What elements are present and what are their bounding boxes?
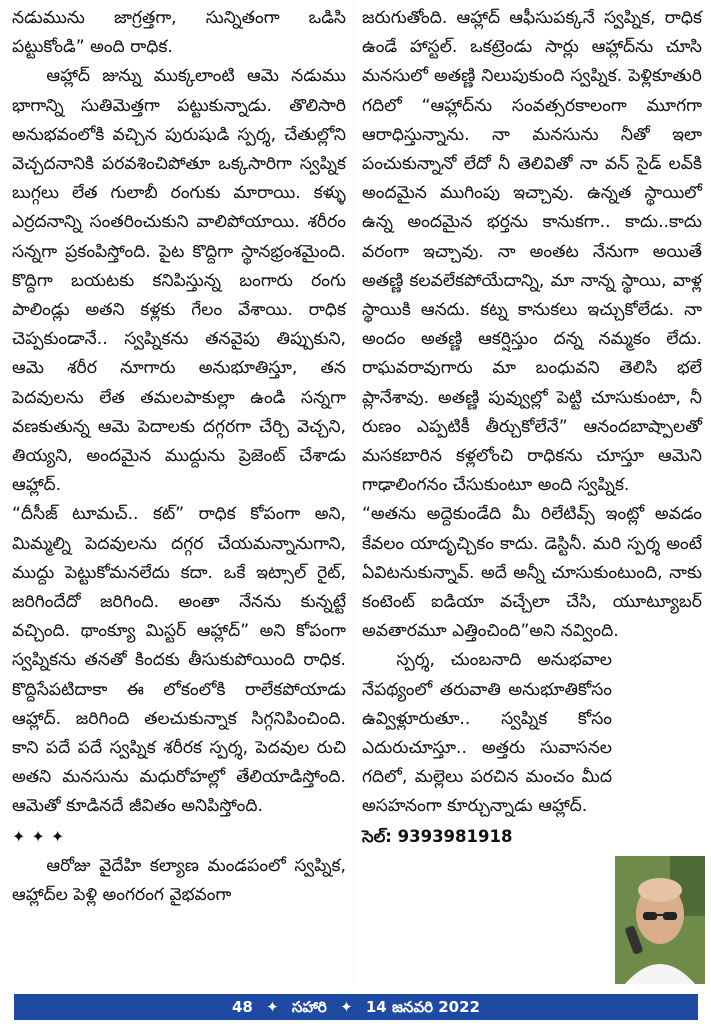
right-paragraph-3: స్పర్శ, చుంబనాది అనుభవాల నేపథ్యంలో తరువాతి అనుభూతికోసం ఉవ్విళ్లూరుతూ.. స్వప్నిక కోసం ఎదురుచూస్తూ.. అత్తరు సువాసనల గదిలో, మల్లెలు పరచిన మంచం మీద అసహనంగా కూర్చున్నాడు ఆహ్లాద్. xyxy=(362,650,612,817)
left-paragraph-3: “దీసీజ్ టూమచ్.. కట్” రాధిక కోపంగా అని, మిమ్మల్ని పెదవులను దగ్గర చేయమన్నానుగాని, ముద్దు పెట్టుకోమనలేదు కదా. ఒకే ఇట్సాల్ రైట్, జరిగిందేదో జరిగింది. అంతా నేనను కున్నట్టే వచ్చింది. థాంక్యూ మిస్టర్ ఆహ్లాద్” అని కోపంగా స్వప్నికను తనతో కిందకు తీసుకుపోయింది రాధిక. కొద్దిసేపటిదాకా ఈ లోకంలోకి రాలేకపోయాడు ఆహ్లాద్. జరిగింది తలచుకున్నాక సిగ్గనిపించింది. కాని పదే పదే స్వప్నిక శరీరక స్పర్శ, పెదవుల రుచి అతని మనసును మధురోహల్లో తేలియాడిస్తోంది. ఆమెతో కూడినదే జీవితం అనిపిస్తోంది. xyxy=(12,504,346,817)
left-column xyxy=(12,4,346,910)
left-paragraph-4: ఆరోజు వైదేహి కల్యాణ మండపంలో స్వప్నిక, ఆహ్లాద్‌ల పెళ్లి అంగరంగ వైభవంగా xyxy=(12,855,346,905)
right-paragraph-1: జరుగుతోంది. ఆహ్లాద్ ఆఫీసుపక్కనే స్వప్నిక, రాధిక ఉండే హాస్టల్. ఒకట్రెండు సార్లు ఆహ్లాద్‌ను చూసి మనసులో అతణ్ణి నిలుపుకుంది స్వప్నిక. పెళ్లికూతురి గదిలో “ఆహ్లాద్‌ను సంవత్సరకాలంగా మూగగా ఆరాధిస్తున్నాను. నా మనసును నీతో ఇలా పంచుకున్నానో లేదో నీ తెలివితో నా వన్ సైడ్ లవ్‌కి అందమైన ముగింపు ఇచ్చావు. ఉన్నత స్థాయిలో ఉన్న అందమైన భర్తను కానుకగా.. కాదు..కాదు వరంగా ఇచ్చావు. నా అంతట నేనుగా అయితే అతణ్ణి కలవలేకపోయేదాన్ని, మా నాన్న స్థాయి, వాళ్ల స్థాయికి ఆనదు. కట్న కానుకలు ఇచ్చుకోలేడు. నా అందం అతణ్ణి ఆకర్షిస్తుం దన్న నమ్మకం లేదు. రాఘవరావుగారు మా బంధువని తెలిసి భలే ప్లానేశావు. అతణ్ణి పువ్వుల్లో పెట్టి చూసుకుంటా, నీ రుణం ఎప్పటికీ తీర్చుకోలేనే” ఆనందబాష్పాలతో మసకబారిన కళ్లలోంచి రాధికను చూస్తూ ఆమెని గాఢాలింగనం చేసుకుంటూ అంది స్వప్నిక. xyxy=(362,8,702,496)
right-paragraph-2: “అతను అద్దెకుండేది మీ రిలేటివ్స్ ఇంట్లో అవడం కేవలం యాదృచ్చికం కాదు. డెస్టినీ. మరి స్పర్శ అంటే ఏవిటనుకున్నావ్. అదే అన్నీ చూసుకుంటుంది, నాకు కంటెంట్ ఐడియా వచ్చేలా చేసి, యూట్యూబర్ అవతారమూ ఎత్తించింది”అని నవ్వింది. xyxy=(362,504,702,642)
section-separator: ✦✦✦ xyxy=(12,826,71,846)
left-paragraph-1: నడుమును జాగ్రత్తగా, సున్నితంగా ఒడిసి పట్టుకోండి” అంది రాధిక. xyxy=(12,8,346,58)
column-divider xyxy=(353,4,354,984)
page-number: 48 xyxy=(231,998,253,1016)
author-portrait-icon xyxy=(615,856,705,984)
author-phone: సెల్: 9393981918 xyxy=(362,826,513,846)
diamond-icon: ✦ xyxy=(266,998,279,1016)
left-paragraph-2: ఆహ్లాద్ జున్ను ముక్కలాంటి ఆమె నడుము భాగాన్ని సుతిమెత్తగా పట్టుకున్నాడు. తొలిసారి అనుభవంలోకి వచ్చిన పురుషుడి స్పర్శ, చేతుల్లోని వెచ్చదనానికి పరవశించిపోతూ ఒక్కసారిగా స్వప్నిక బుగ్గలు లేత గులాబీ రంగుకు మారాయి. కళ్ళు ఎర్రదనాన్ని సంతరించుకుని వాలిపోయాయి. శరీరం సన్నగా ప్రకంపిస్తోంది. పైట కొద్దిగా స్థానభ్రంశమైంది. కొద్దిగా బయటకు కనిపిస్తున్న బంగారు రంగు పాలిండ్లు అతని కళ్లకు గేలం వేశాయి. రాధిక చెప్పకుండానే.. స్వప్నికను తనవైపు తిప్పుకుని, ఆమె శరీర నూగారు అనుభూతిస్తూ, తన పెదవులను లేత తమలపాకుల్లా ఉండి సన్నగా వణకుతున్న ఆమె పెదాలకు దగ్గరగా చేర్చి వెచ్చని, తియ్యని, అందమైన ముద్దును ప్రెజెంట్ చేశాడు ఆహ్లాద్. xyxy=(12,66,346,496)
right-column xyxy=(362,4,702,851)
issue-date: 14 జనవరి 2022 xyxy=(365,998,480,1016)
magazine-name: సహారి xyxy=(291,998,327,1016)
diamond-icon: ✦ xyxy=(340,998,353,1016)
author-photo xyxy=(615,856,705,984)
page-footer xyxy=(14,994,698,1020)
